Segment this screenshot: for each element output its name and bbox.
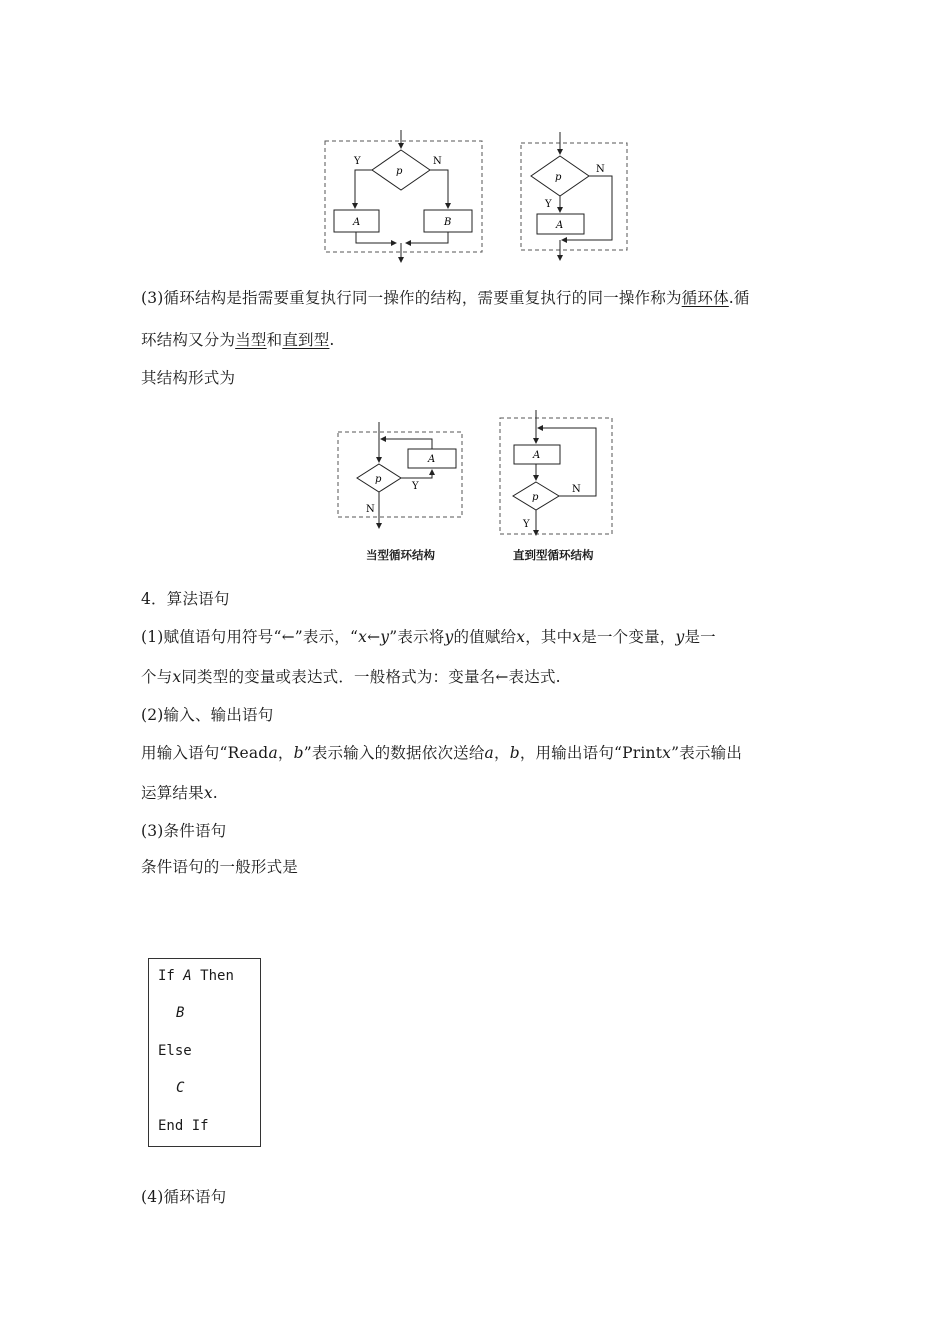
assign-2: ”表示将 <box>389 628 445 646</box>
loop-structure-figures <box>0 400 950 570</box>
para-io-line2 <box>141 783 218 803</box>
io-5: ，用输出语句“Print <box>519 744 663 762</box>
while-cond-label: p <box>375 474 382 485</box>
term-until-type: 直到型 <box>282 331 330 349</box>
code-line-else: Else <box>158 1043 192 1059</box>
io-a: a <box>268 744 278 762</box>
p3-l2-c: . <box>329 331 335 349</box>
assign-5: 是一个变量， <box>581 628 676 646</box>
io-3: ”表示输入的数据依次送给 <box>303 744 485 762</box>
while-yes-label: Y <box>412 481 419 492</box>
section-4-title: 4．算法语句 <box>141 590 230 608</box>
selection-structure-figures <box>0 120 950 400</box>
io-1: 用输入语句“Read <box>141 744 269 762</box>
assign-x3: x <box>572 628 582 646</box>
if-then-else-code-box <box>148 958 261 1147</box>
term-loop-body: 循环体 <box>681 289 729 307</box>
assign2-x: x <box>172 668 182 686</box>
code-then: Then <box>200 968 234 984</box>
until-yes-label: Y <box>523 519 530 530</box>
cond-title: (3)条件语句 <box>141 822 227 840</box>
io2-x: x <box>203 784 213 802</box>
assign-3: 的值赋给 <box>453 628 517 646</box>
right-box-a-label: A <box>556 220 564 231</box>
until-no-label: N <box>572 484 581 495</box>
io-6: ”表示输出 <box>671 744 743 762</box>
assign-1: (1)赋值语句用符号“←”表示，“ <box>141 628 359 646</box>
assign-x2: x <box>516 628 526 646</box>
p3-l2-b: 和 <box>266 331 283 349</box>
io-b: b <box>293 744 304 762</box>
assign2-2: 同类型的变量或表达式．一般格式为：变量名←表达式. <box>181 668 561 686</box>
loop-stmt-title: (4)循环语句 <box>141 1188 227 1206</box>
form-intro: 其结构形式为 <box>141 369 236 387</box>
code-line-endif: End If <box>158 1118 209 1134</box>
code-line-c: C <box>176 1080 185 1096</box>
code-line-b: B <box>176 1005 185 1021</box>
assign-y2: y <box>444 628 454 646</box>
io-x: x <box>662 744 672 762</box>
io-title: (2)输入、输出语句 <box>141 706 274 724</box>
left-cond-label: p <box>396 166 403 177</box>
until-caption: 直到型循环结构 <box>513 548 594 562</box>
io2-1: 运算结果 <box>141 784 204 802</box>
para-assign-line1 <box>141 627 716 647</box>
code-a: A <box>183 968 192 984</box>
left-no-label: N <box>433 156 442 167</box>
assign-x1: x <box>358 628 368 646</box>
left-yes-label: Y <box>354 156 361 167</box>
assign-y1: y <box>380 628 390 646</box>
left-box-a-label: A <box>353 217 361 228</box>
p3-l1-a: (3)循环结构是指需要重复执行同一操作的结构，需要重复执行的同一操作称为 <box>141 289 682 307</box>
term-while-type: 当型 <box>235 331 267 349</box>
left-box-b-label: B <box>444 217 452 228</box>
p3-l1-b: .循 <box>728 289 750 307</box>
io-4: ， <box>494 744 510 762</box>
until-cond-label: p <box>532 492 539 503</box>
io-2: ， <box>277 744 294 762</box>
assign-6: 是一 <box>684 628 716 646</box>
right-no-label: N <box>596 164 605 175</box>
para-loop-structure-line1 <box>141 288 750 308</box>
code-line-if <box>158 967 234 985</box>
io-a2: a <box>484 744 494 762</box>
while-box-a-label: A <box>428 454 436 465</box>
io2-2: . <box>212 784 218 802</box>
assign2-1: 个与 <box>141 668 173 686</box>
io-b2: b <box>509 744 520 762</box>
cond-intro: 条件语句的一般形式是 <box>141 858 299 876</box>
assign-4: ，其中 <box>525 628 573 646</box>
assign-arrow: ← <box>367 628 381 646</box>
right-yes-label: Y <box>545 199 552 210</box>
p3-l2-a: 环结构又分为 <box>141 331 236 349</box>
assign-y3: y <box>675 628 685 646</box>
para-loop-structure-line2 <box>141 330 335 350</box>
while-caption: 当型循环结构 <box>366 548 435 562</box>
until-box-a-label: A <box>533 450 541 461</box>
right-cond-label: p <box>555 172 562 183</box>
para-io-line1 <box>141 743 742 763</box>
while-no-label: N <box>366 504 375 515</box>
code-if: If <box>158 968 175 984</box>
para-assign-line2 <box>141 667 561 687</box>
